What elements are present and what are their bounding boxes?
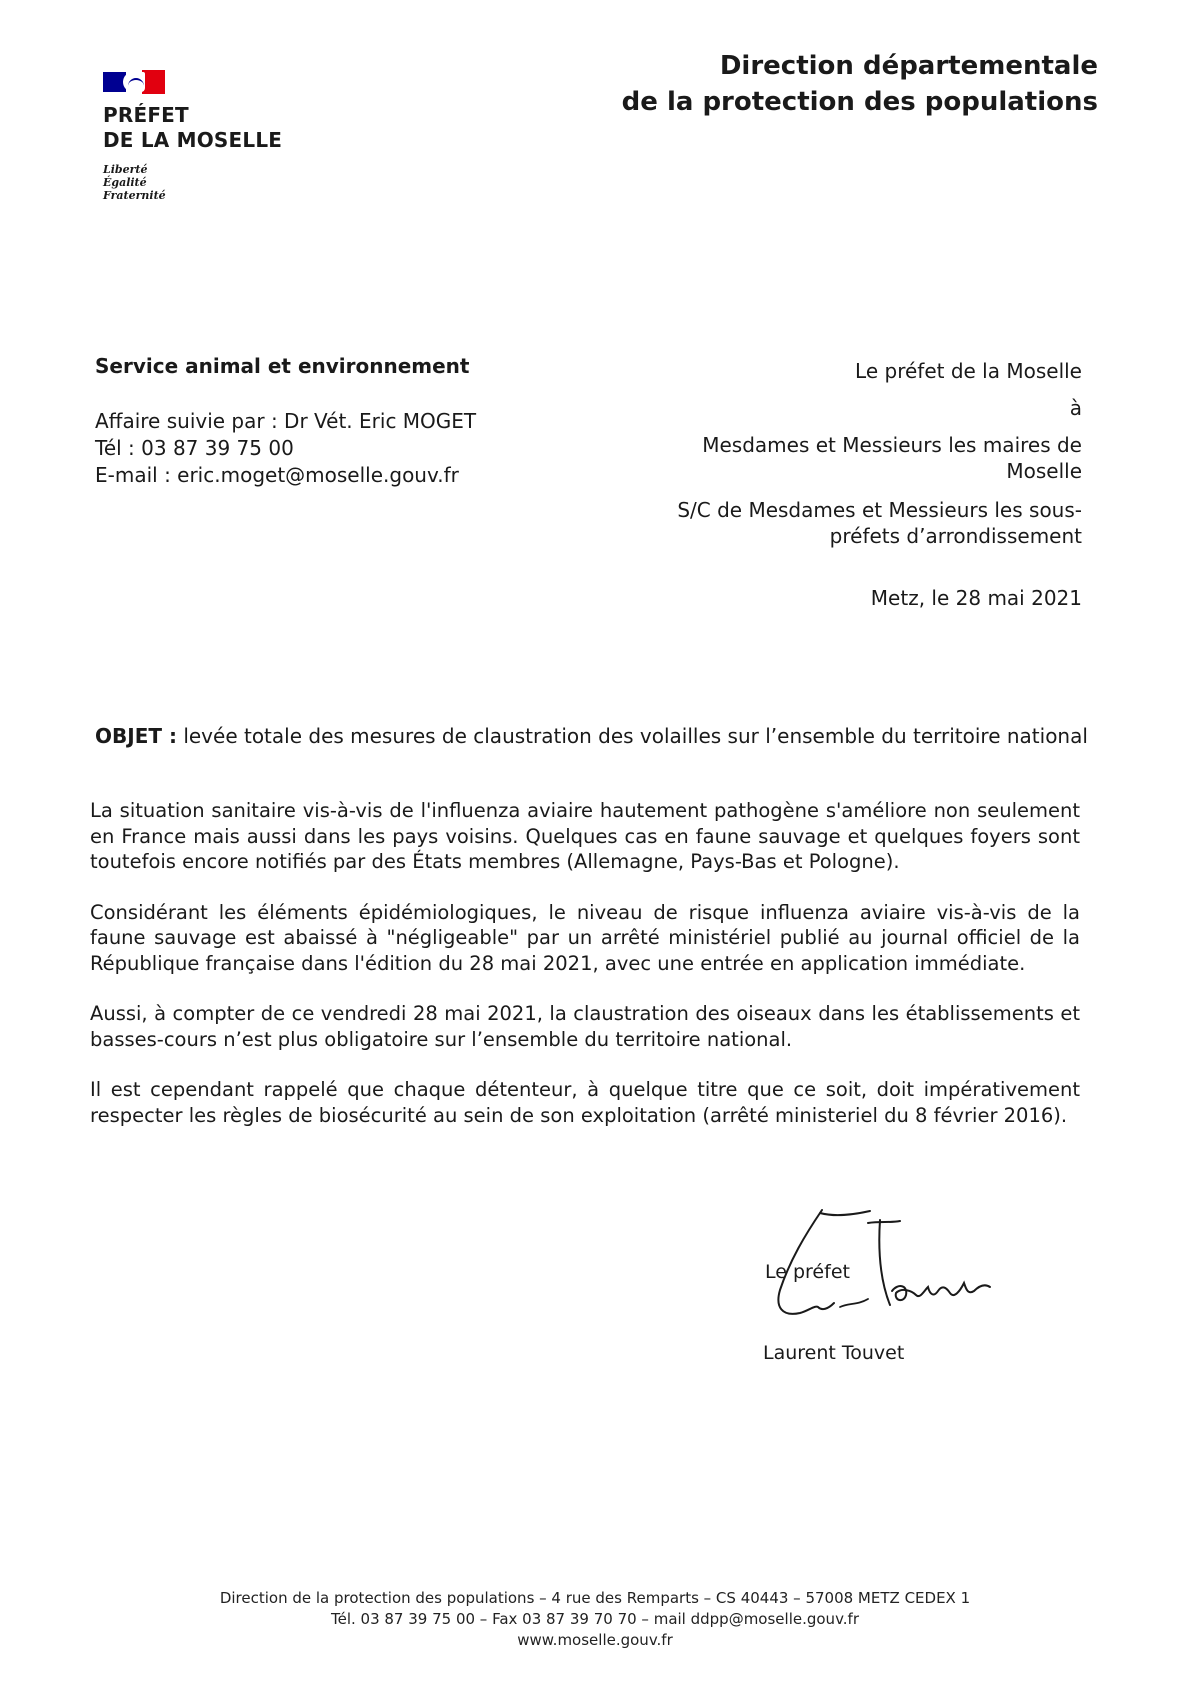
direction-heading [578, 48, 1098, 120]
addressee-line-2: Moselle [1006, 459, 1082, 483]
to-word: à [1069, 396, 1082, 420]
letter-body [90, 798, 1080, 1153]
direction-line-1: Direction départementale [719, 51, 1098, 81]
motto-liberte: Liberté [103, 163, 148, 176]
addressee-line-1: Mesdames et Messieurs les maires de [702, 433, 1082, 457]
case-officer: Affaire suivie par : Dr Vét. Eric MOGET [95, 409, 477, 433]
contact-phone: Tél : 03 87 39 75 00 [95, 436, 294, 460]
page-footer [100, 1588, 1090, 1651]
body-paragraph-3: Aussi, à compter de ce vendredi 28 mai 2021, la claustration des oiseaux dans les établissements et basses-cours n’est plus obligatoire sur l’ensemble du territoire national. [90, 1002, 1080, 1051]
body-paragraph-2: Considérant les éléments épidémiologiques, le niveau de risque influenza aviaire vis-à-vis de la faune sauvage est abaissé à "négligeable" par un arrêté ministériel publié au journal officiel de la République française dans l'édition du 28 mai 2021, avec une entrée en application immédiate. [90, 900, 1080, 975]
service-name: Service animal et environnement [95, 354, 470, 378]
footer-website: www.moselle.gouv.fr [517, 1631, 673, 1649]
marianne-logo-icon [103, 70, 165, 95]
authority-name [103, 103, 323, 153]
contact-email: E-mail : eric.moget@moselle.gouv.fr [95, 463, 459, 487]
direction-line-2: de la protection des populations [621, 87, 1098, 117]
footer-contact: Tél. 03 87 39 75 00 – Fax 03 87 39 70 70 – mail ddpp@moselle.gouv.fr [330, 1610, 859, 1628]
subject-text: levée totale des mesures de claustration des volailles sur l’ensemble du territoire national [183, 724, 1088, 748]
signatory-title: Le préfet [765, 1261, 850, 1283]
body-paragraph-4: Il est cependant rappelé que chaque détenteur, à quelque titre que ce soit, doit impérativement respecter les règles de biosécurité au sein de son exploitation (arrêté ministeriel du 8 février 2016). [90, 1078, 1080, 1127]
place-date: Metz, le 28 mai 2021 [870, 586, 1082, 610]
signatory-name: Laurent Touvet [763, 1342, 905, 1364]
subject-label: OBJET : [95, 724, 177, 748]
body-paragraph-1: La situation sanitaire vis-à-vis de l'influenza aviaire hautement pathogène s'améliore non seulement en France mais aussi dans les pays voisins. Quelques cas en faune sauvage et quelques foyers sont toutefois encore notifiés par des États membres (Allemagne, Pays-Bas et Pologne). [90, 799, 1080, 873]
republic-motto [103, 163, 323, 202]
sender-title: Le préfet de la Moselle [855, 359, 1082, 383]
footer-address: Direction de la protection des populations – 4 rue des Remparts – CS 40443 – 57008 METZ CEDEX 1 [219, 1589, 971, 1607]
prefecture-logo-block [103, 70, 323, 202]
via-line-1: S/C de Mesdames et Messieurs les sous- [677, 498, 1082, 522]
signature-area [760, 1195, 1020, 1345]
subject-line [95, 723, 1088, 749]
via-line-2: préfets d’arrondissement [829, 524, 1082, 548]
motto-egalite: Égalité [103, 176, 147, 189]
authority-line-1: PRÉFET [103, 103, 189, 127]
contact-block [95, 408, 476, 489]
recipient-block [642, 358, 1082, 611]
motto-fraternite: Fraternité [103, 189, 166, 202]
authority-line-2: DE LA MOSELLE [103, 128, 283, 152]
